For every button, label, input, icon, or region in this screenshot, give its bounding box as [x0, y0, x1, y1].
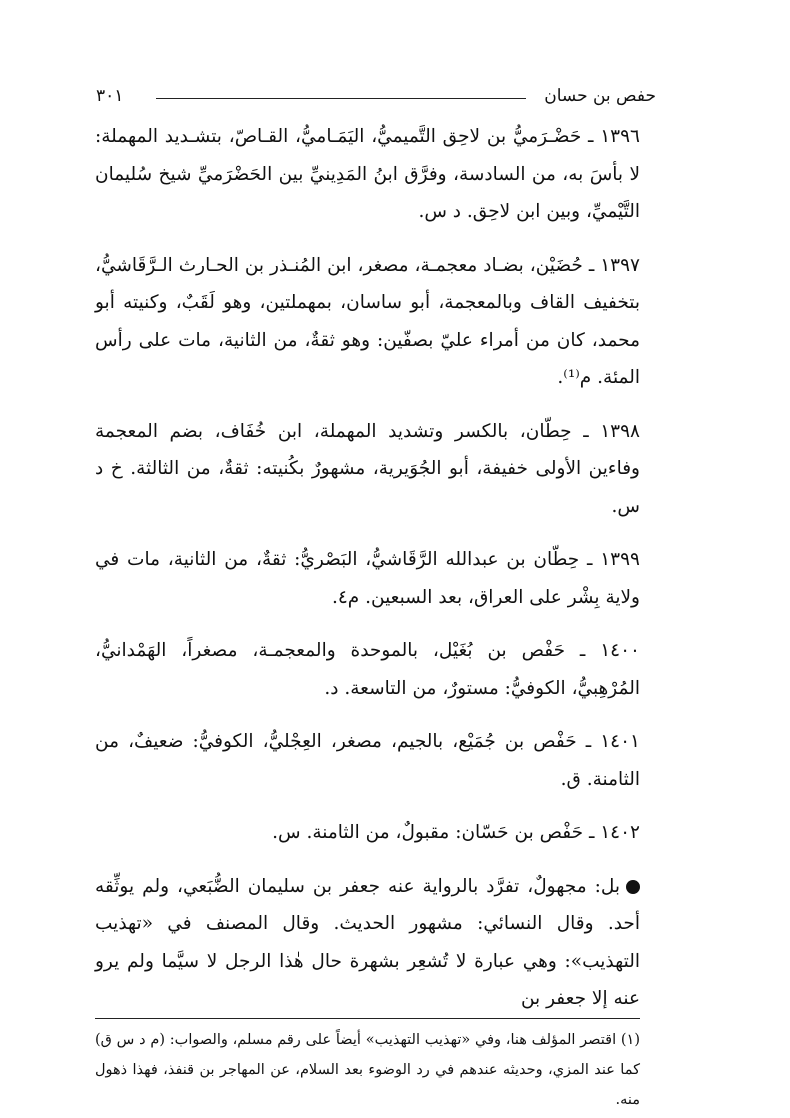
entry-number: ١٣٩٧: [600, 254, 640, 276]
entry-1397: [95, 247, 640, 397]
entry-number: ١٤٠٠: [600, 640, 640, 661]
footnotes: [95, 1025, 640, 1115]
entry-text: ـ حَضْـرَميُّ بن لاحِق التَّميميُّ، اليَمَـاميُّ، القـاصّ، بتشـديد المهملة: لا بأسَ به، من السادسة، وفرَّق ابنُ المَدِينيِّ بين الحَضْرَميِّ شيخ سُليمان التَّيْميِّ، وبين ابن لاحِق. د س.: [95, 126, 640, 222]
editor-commentary: [95, 868, 640, 1018]
entry-text: ـ حِطّان بن عبدالله الرَّقَاشيُّ، البَصْريُّ: ثقةٌ، من الثانية، مات في ولاية بِشْر على العراق، بعد السبعين. م٤.: [95, 549, 640, 608]
entry-1398: [95, 413, 640, 526]
entry-text: ـ حِطّان، بالكسر وتشديد المهملة، ابن خُفَاف، بضم المعجمة وفاءين الأولى خفيفة، أبو الجُوَيرية، مشهورٌ بكُنيته: ثقةٌ، من الثالثة. خ د س.: [95, 420, 640, 517]
page-number: ٣٠١: [96, 86, 124, 106]
footnote-separator: [95, 1018, 640, 1019]
entry-number: ١٣٩٩: [600, 549, 640, 570]
entry-text: ـ حُضَيْن، بضـاد معجمـة، مصغر، ابن المُنـذر بن الحـارث الـرَّقَاشيُّ، بتخفيف القاف وبالمعجمة، أبو ساسان، بمهملتين، وهو لَقَبٌ، وكنيته أبو محمد، كان من أمراء عليّ بصفّين: وهو ثقةٌ، من الثانية، مات على رأس المئة. م⁽¹⁾.: [95, 254, 640, 388]
header-rule: [156, 98, 526, 99]
entry-1402: [95, 814, 640, 852]
entry-1401: [95, 723, 640, 798]
entry-number: ١٤٠١: [600, 731, 640, 752]
entry-number: ١٣٩٨: [600, 420, 640, 442]
entry-number: ١٤٠٢: [600, 822, 640, 843]
entry-1396: [95, 118, 640, 231]
entry-text: ـ حَفْص بن حَسّان: مقبولٌ، من الثامنة. س.: [272, 822, 595, 843]
running-title: حفص بن حسان: [544, 86, 656, 106]
bullet-icon: [626, 880, 640, 894]
commentary-text: بل: مجهولٌ، تفرَّد بالرواية عنه جعفر بن سليمان الضُّبَعي، ولم يوثِّقه أحد. وقال النسائي: مشهور الحديث. وقال المصنف في «تهذيب التهذيب»: وهي عبارة لا تُشعِر بشهرة حال هٰذا الرجل لا سيَّما ولم يرو عنه إلا جعفر بن: [95, 875, 640, 1009]
main-text: [95, 118, 640, 1018]
entry-text: ـ حَفْص بن جُمَيْع، بالجيم، مصغر، العِجْليُّ، الكوفيُّ: ضعيفٌ، من الثامنة. ق.: [95, 731, 640, 790]
entry-text: ـ حَفْص بن بُغَيْل، بالموحدة والمعجمـة، مصغراً، الهَمْدانيُّ، المُرْهِبيُّ، الكوفيُّ: مستورٌ، من التاسعة. د.: [95, 640, 640, 699]
entry-number: ١٣٩٦: [600, 126, 640, 147]
footnote-1: (١) اقتصر المؤلف هنا، وفي «تهذيب التهذيب» أيضاً على رقم مسلم، والصواب: (م د س ق) كما عند المزي، وحديثه عندهم في رد الوضوء بعد السلام، عن المهاجر بن قنفذ، فهذا ذهول منه.: [95, 1032, 640, 1108]
entry-1400: [95, 632, 640, 707]
running-header: [96, 84, 656, 110]
entry-1399: [95, 541, 640, 616]
